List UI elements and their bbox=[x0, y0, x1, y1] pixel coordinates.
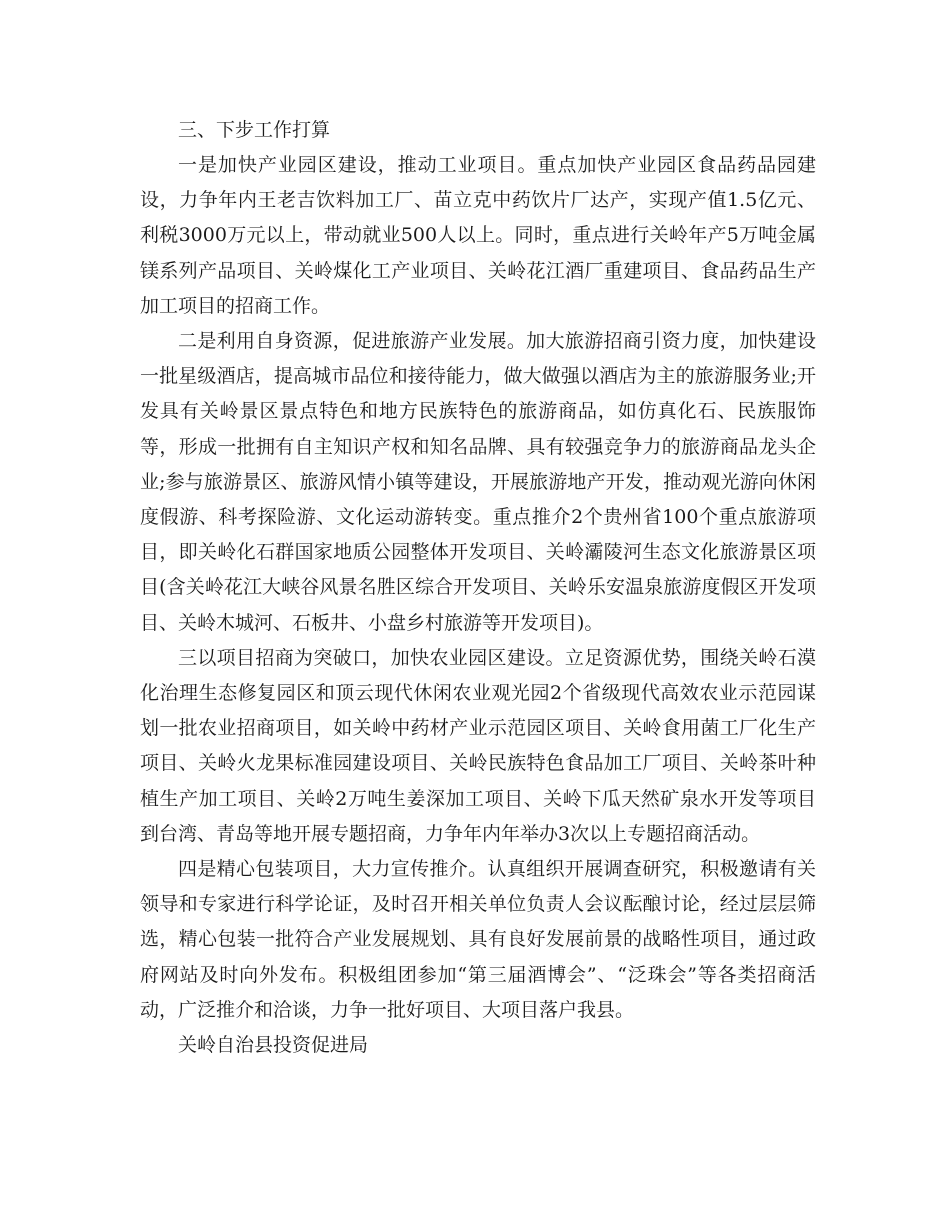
signature: 关岭自治县投资促进局 bbox=[178, 1034, 369, 1057]
document-page bbox=[140, 113, 816, 1063]
section-heading: 三、下步工作打算 bbox=[178, 119, 331, 141]
paragraph-tourism: 二是利用自身资源，促进旅游产业发展。加大旅游招商引资力度，加快建设一批星级酒店，提高城市品位和接待能力，做大做强以酒店为主的旅游服务业;开发具有关岭景区景点特色和地方民族特色的旅游商品，如仿真化石、民族服饰等，形成一批拥有自主知识产权和知名品牌、具有较强竞争力的旅游商品龙头企业;参与旅游景区、旅游风情小镇等建设，开展旅游地产开发，推动观光游向休闲度假游、科考探险游、文化运动游转变。重点推介2个贵州省100个重点旅游项目，即关岭化石群国家地质公园整体开发项目、关岭灞陵河生态文化旅游景区项目(含关岭花江大峡谷风景名胜区综合开发项目、关岭乐安温泉旅游度假区开发项目、关岭木城河、石板井、小盘乡村旅游等开发项目)。 bbox=[140, 330, 816, 634]
paragraph-promotion: 四是精心包装项目，大力宣传推介。认真组织开展调查研究，积极邀请有关领导和专家进行科学论证，及时召开相关单位负责人会议酝酿讨论，经过层层筛选，精心包装一批符合产业发展规划、具有良好发展前景的战略性项目，通过政府网站及时向外发布。积极组团参加“第三届酒博会”、“泛珠会”等各类招商活动，广泛推介和洽谈，力争一批好项目、大项目落户我县。 bbox=[140, 858, 816, 1021]
paragraph-industrial-parks: 一是加快产业园区建设，推动工业项目。重点加快产业园区食品药品园建设，力争年内王老吉饮料加工厂、苗立克中药饮片厂达产，实现产值1.5亿元、利税3000万元以上，带动就业500人以上。同时，重点进行关岭年产5万吨金属镁系列产品项目、关岭煤化工产业项目、关岭花江酒厂重建项目、食品药品生产加工项目的招商工作。 bbox=[140, 154, 816, 317]
paragraph-agriculture: 三以项目招商为突破口，加快农业园区建设。立足资源优势，围绕关岭石漠化治理生态修复园区和顶云现代休闲农业观光园2个省级现代高效农业示范园谋划一批农业招商项目，如关岭中药材产业示范园区项目、关岭食用菌工厂化生产项目、关岭火龙果标准园建设项目、关岭民族特色食品加工厂项目、关岭茶叶种植生产加工项目、关岭2万吨生姜深加工项目、关岭下瓜天然矿泉水开发等项目到台湾、青岛等地开展专题招商，力争年内年举办3次以上专题招商活动。 bbox=[140, 646, 816, 845]
